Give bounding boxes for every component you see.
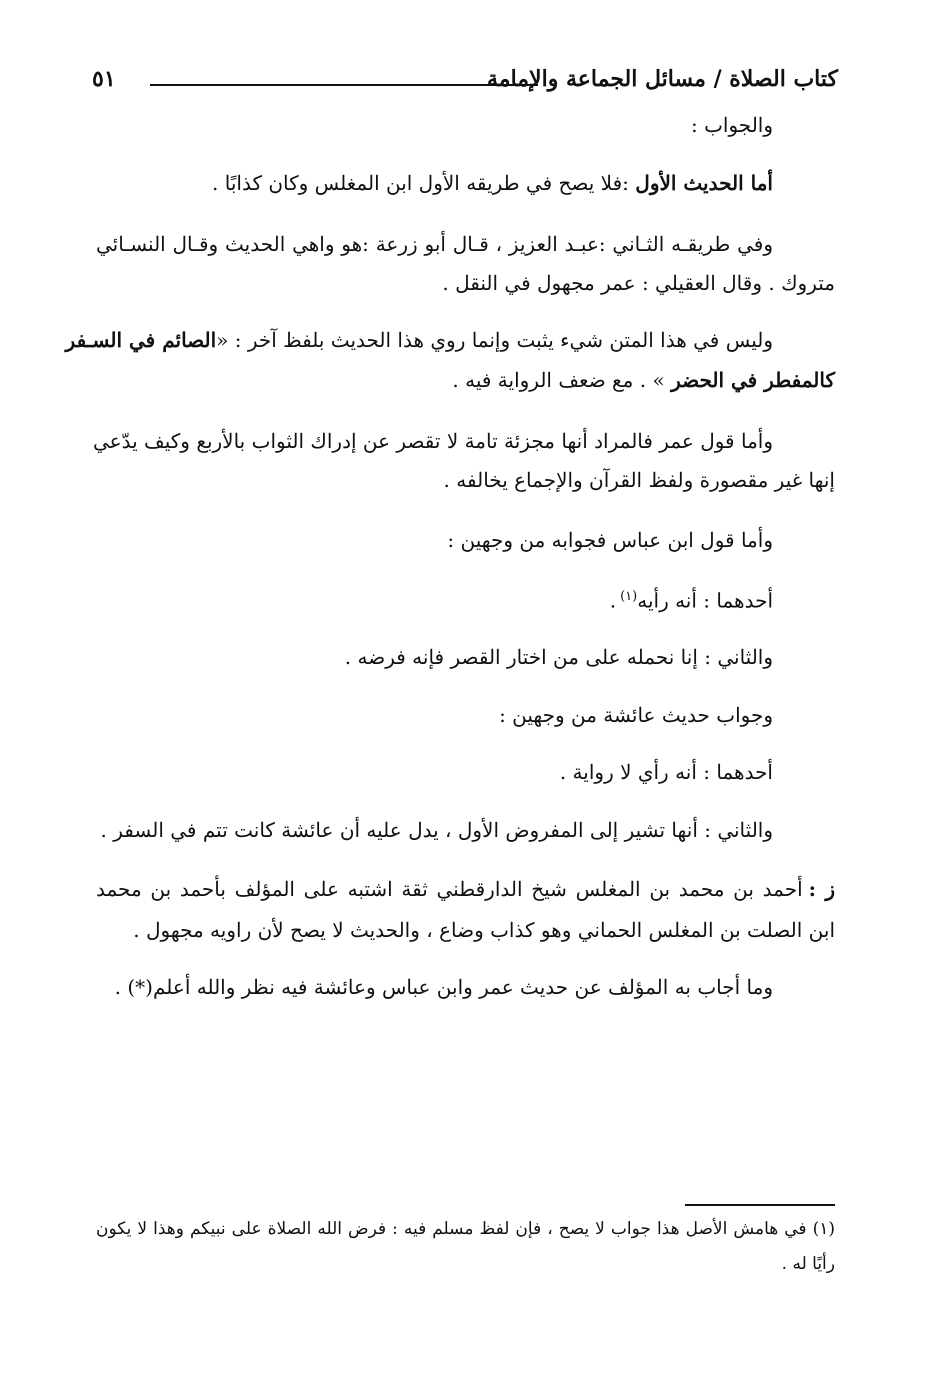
- footnote-line-2: رأيًا له .: [781, 1254, 835, 1274]
- editor-note-line-2: ابن الصلت بن المغلس الحماني وهو كذاب وضاع ، والحديث لا يصح لأن راويه مجهول .: [133, 918, 835, 942]
- second-route-line-2: متروك . وقال العقيلي : عمر مجهول في النقل .: [442, 271, 835, 295]
- conclusion-line: وما أجاب به المؤلف عن حديث عمر وابن عباس وعائشة فيه نظر والله أعلم(*) .: [114, 975, 773, 999]
- editor-note-text: أحمد بن محمد بن المغلس شيخ الدارقطني ثقة اشتبه على المؤلف بأحمد بن محمد: [96, 877, 803, 901]
- editor-note-mark: ز :: [808, 877, 835, 901]
- first-hadith-text: :فلا يصح في طريقه الأول ابن المغلس وكان كذابًا .: [212, 171, 636, 195]
- ibn-abbas-first-end: .: [609, 588, 617, 613]
- matn-quote-end: كالمفطر في الحضر: [671, 368, 835, 392]
- footnote-rule: [685, 1204, 835, 1206]
- second-route-line-1: وفي طريقـه الثـاني :عبـد العزيز ، قـال أبو زرعة :هو واهي الحديث وقـال النسـائي: [96, 232, 773, 256]
- editor-note-line-1: [96, 874, 835, 904]
- matn-text: وليس في هذا المتن شيء يثبت وإنما روي هذا الحديث بلفظ آخر : «: [216, 328, 773, 352]
- aisha-first: أحدهما : أنه رأي لا رواية .: [559, 760, 773, 784]
- matn-line-2: [452, 365, 835, 395]
- matn-line-1: [65, 325, 773, 355]
- ibn-abbas-first: [610, 582, 773, 616]
- umar-line-2: إنها غير مقصورة ولفظ القرآن والإجماع يخالفه .: [443, 468, 835, 492]
- ibn-abbas-first-text: أحدهما : أنه رأيه: [637, 588, 773, 613]
- aisha-second: والثاني : أنها تشير إلى المفروض الأول ، يدل عليه أن عائشة كانت تتم في السفر .: [100, 818, 773, 842]
- paragraph-first-hadith: [212, 168, 773, 198]
- page-number: ٥١: [92, 66, 116, 92]
- umar-line-1: وأما قول عمر فالمراد أنها مجزئة تامة لا تقصر عن إدراك الثواب بالأربع وكيف يدّعي: [93, 429, 773, 453]
- footnote-ref: (١): [620, 589, 638, 604]
- aisha-heading: وجواب حديث عائشة من وجهين :: [499, 703, 773, 727]
- first-hadith-label: أما الحديث الأول: [635, 171, 773, 195]
- ibn-abbas-heading: وأما قول ابن عباس فجوابه من وجهين :: [447, 528, 773, 552]
- matn-weakness: » . مع ضعف الرواية فيه .: [452, 368, 672, 392]
- matn-quote-start: الصائم في السـفر: [65, 328, 217, 352]
- ibn-abbas-second: والثاني : إنا نحمله على من اختار القصر فإنه فرضه .: [344, 645, 773, 669]
- answer-heading: والجواب :: [690, 113, 773, 137]
- running-head: كتاب الصلاة / مسائل الجماعة والإمامة: [486, 66, 838, 92]
- footnote-line-1: (١) في هامش الأصل هذا جواب لا يصح ، فإن لفظ مسلم فيه : فرض الله الصلاة على نبيكم وهذا لا يكون: [96, 1219, 835, 1239]
- page-header: [92, 62, 838, 98]
- header-rule: [150, 84, 538, 86]
